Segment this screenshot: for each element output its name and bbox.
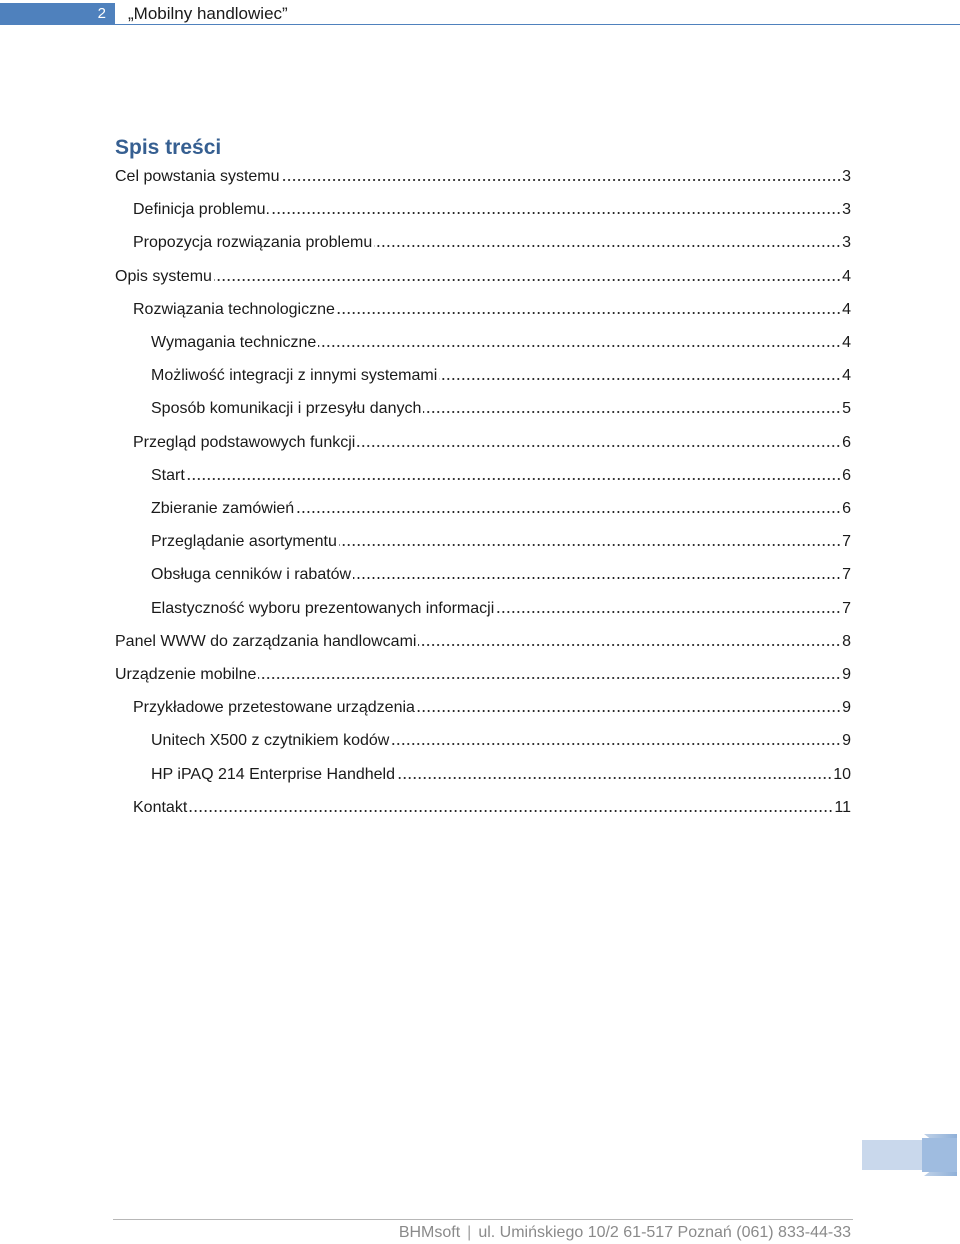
toc-entry-page: 4 [842,367,851,385]
toc-dot-leader [189,809,833,813]
toc-entry-title: Przeglądanie asortymentu [151,533,337,551]
toc-entry-page: 3 [842,234,851,252]
toc-entry-page: 6 [842,433,851,451]
toc-entry[interactable] [133,697,851,719]
footer [399,1222,851,1244]
toc-entry[interactable] [151,730,851,752]
toc-entry[interactable] [151,764,851,786]
toc-entry-page: 4 [842,334,851,351]
toc-entry-page: 8 [842,632,851,650]
toc-entry-title: Sposób komunikacji i przesyłu danych [151,400,422,418]
toc-entry-page: 6 [842,466,851,484]
toc-entry-title: Opis systemu [115,267,212,285]
toc-dot-leader [374,244,841,248]
toc-entry[interactable] [133,797,851,819]
toc-entry-page: 6 [842,500,851,517]
toc-heading: Spis treści [115,136,222,159]
footer-address: ul. Umińskiego 10/2 61-517 Poznań (061) 833-44-33 [478,1224,851,1241]
toc-entry-page: 9 [842,699,851,717]
toc-entry[interactable] [151,498,851,520]
toc-entry-page: 9 [842,732,851,750]
toc-entry-page: 7 [842,533,851,551]
toc-dot-leader [397,776,832,780]
toc-entry-page: 5 [842,400,851,418]
toc-entry[interactable] [151,564,851,586]
toc-entry-title: Urządzenie mobilne [115,666,257,683]
toc-entry-title: Start [151,466,185,484]
toc-entry-page: 7 [842,599,851,617]
toc-entry[interactable] [115,266,851,288]
toc-entry[interactable] [151,465,851,487]
toc-entry-page: 4 [842,300,851,318]
toc-entry-page: 4 [842,267,851,285]
toc-dot-leader [296,510,841,514]
toc-entry[interactable] [151,531,851,553]
toc-entry-title: Elastyczność wyboru prezentowanych informacji [151,599,495,617]
toc-dot-leader [418,643,841,647]
toc-dot-leader [318,344,841,348]
toc-entry-page: 7 [842,566,851,584]
toc-entry[interactable] [115,166,851,188]
toc-entry-title: Rozwiązania technologiczne [133,300,335,318]
footer-divider [113,1219,853,1220]
toc-dot-leader [357,444,841,448]
toc-dot-leader [339,543,841,547]
toc-entry[interactable] [133,232,851,254]
toc-entry[interactable] [133,432,851,454]
toc-entry[interactable] [151,365,851,387]
toc-entry-page: 3 [842,168,851,185]
toc-dot-leader [353,576,841,580]
toc-dot-leader [258,676,841,680]
toc-dot-leader [391,742,841,746]
toc-dot-leader [417,709,841,713]
toc-dot-leader [439,377,841,381]
header-divider [115,24,960,25]
document-title: „Mobilny handlowiec” [128,4,288,23]
toc-entry[interactable] [115,664,851,686]
toc-dot-leader [214,278,841,282]
toc-entry-page: 10 [833,765,851,783]
footer-company: BHMsoft [398,1224,461,1241]
decorative-arrow-shape [862,1134,957,1176]
toc-dot-leader [282,178,842,182]
toc-entry-title: Cel powstania systemu [115,168,280,185]
toc-entry[interactable] [133,299,851,321]
toc-entry-page: 9 [842,666,851,683]
toc-entry[interactable] [151,332,851,354]
toc-dot-leader [187,477,841,481]
toc-entry-title: Unitech X500 z czytnikiem kodów [151,732,390,750]
toc-dot-leader [272,211,841,215]
toc-dot-leader [423,410,841,414]
toc-dot-leader [496,610,841,614]
toc-entry-title: Wymagania techniczne [151,334,317,351]
toc-entry-title: HP iPAQ 214 Enterprise Handheld [151,765,395,783]
toc-entry-title: Kontakt [133,798,188,816]
footer-separator: | [467,1224,472,1241]
toc-entry-title: Obsługa cenników i rabatów [151,566,352,584]
toc-entry-title: Panel WWW do zarządzania handlowcami [115,632,417,650]
page-number: 2 [97,5,106,22]
toc-entry-title: Przykładowe przetestowane urządzenia [133,699,415,717]
toc-entry-title: Zbieranie zamówień [151,500,295,517]
toc-entry-title: Propozycja rozwiązania problemu [133,234,373,252]
toc-entry-title: Definicja problemu. [133,201,270,219]
toc-entry[interactable] [151,398,851,420]
toc-dot-leader [337,311,841,315]
toc-entry-title: Przegląd podstawowych funkcji [133,433,356,451]
toc-entry[interactable] [133,199,851,221]
toc-entry-title: Możliwość integracji z innymi systemami [151,367,438,385]
toc-entry-page: 3 [842,201,851,219]
toc-entry[interactable] [151,598,851,620]
toc-entry[interactable] [115,631,851,653]
toc-entry-page: 11 [834,798,851,816]
